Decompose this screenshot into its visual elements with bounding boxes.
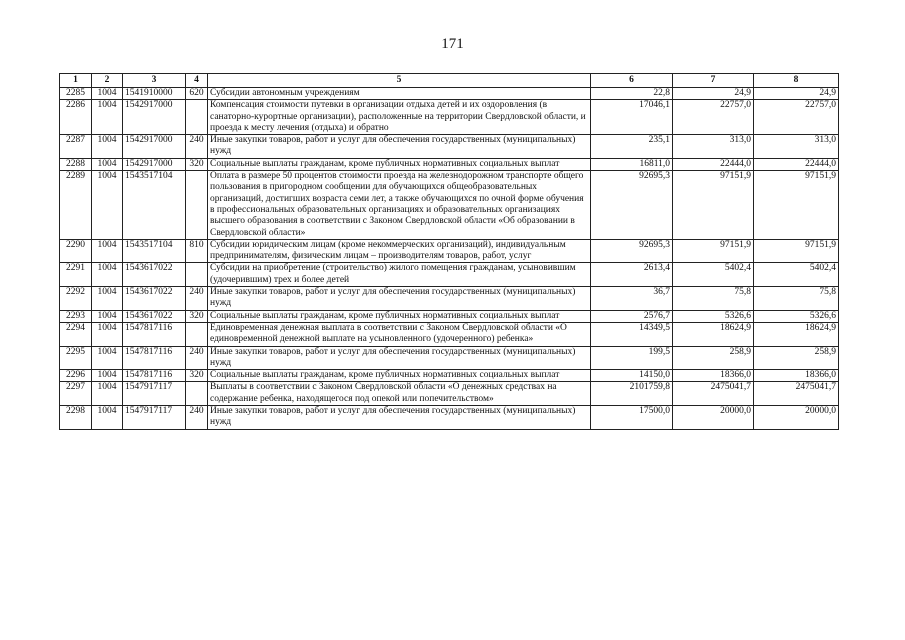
table-row xyxy=(60,88,839,100)
amount-col8-cell: 20000,0 xyxy=(754,406,839,430)
column-header: 2 xyxy=(92,74,123,88)
amount-col7-cell: 18624,9 xyxy=(673,322,754,346)
amount-col6-cell: 17500,0 xyxy=(591,406,673,430)
amount-col7-cell: 22444,0 xyxy=(673,158,754,170)
column-header: 1 xyxy=(60,74,92,88)
amount-col7-cell: 22757,0 xyxy=(673,100,754,135)
item-name-cell: Социальные выплаты гражданам, кроме публичных нормативных социальных выплат xyxy=(208,370,591,382)
target-code-cell: 1547817116 xyxy=(123,370,186,382)
section-code-cell: 1004 xyxy=(92,287,123,311)
target-code-cell: 1542917000 xyxy=(123,135,186,159)
section-code-cell: 1004 xyxy=(92,346,123,370)
target-code-cell: 1547817116 xyxy=(123,346,186,370)
section-code-cell: 1004 xyxy=(92,406,123,430)
amount-col7-cell: 2475041,7 xyxy=(673,382,754,406)
amount-col8-cell: 22757,0 xyxy=(754,100,839,135)
amount-col8-cell: 97151,9 xyxy=(754,171,839,240)
page-number: 171 xyxy=(441,36,464,52)
amount-col7-cell: 18366,0 xyxy=(673,370,754,382)
amount-col8-cell: 5402,4 xyxy=(754,263,839,287)
expense-type-cell xyxy=(186,100,208,135)
amount-col6-cell: 2101759,8 xyxy=(591,382,673,406)
amount-col6-cell: 92695,3 xyxy=(591,171,673,240)
section-code-cell: 1004 xyxy=(92,310,123,322)
table-row xyxy=(60,100,839,135)
section-code-cell: 1004 xyxy=(92,263,123,287)
section-code-cell: 1004 xyxy=(92,370,123,382)
amount-col7-cell: 24,9 xyxy=(673,88,754,100)
target-code-cell: 1547817116 xyxy=(123,322,186,346)
row-number-cell: 2290 xyxy=(60,239,92,263)
expense-type-cell: 240 xyxy=(186,406,208,430)
expense-type-cell xyxy=(186,171,208,240)
row-number-cell: 2291 xyxy=(60,263,92,287)
amount-col7-cell: 5402,4 xyxy=(673,263,754,287)
amount-col7-cell: 5326,6 xyxy=(673,310,754,322)
amount-col6-cell: 16811,0 xyxy=(591,158,673,170)
target-code-cell: 1547917117 xyxy=(123,406,186,430)
table-row xyxy=(60,406,839,430)
target-code-cell: 1543617022 xyxy=(123,287,186,311)
row-number-cell: 2293 xyxy=(60,310,92,322)
target-code-cell: 1543617022 xyxy=(123,310,186,322)
table-row xyxy=(60,158,839,170)
item-name-cell: Компенсация стоимости путевки в организации отдыха детей и их оздоровления (в санаторно-курортные организации), расположенные на территории Свердловской области, и проезда к месту лечения (отдыха) и обратно xyxy=(208,100,591,135)
section-code-cell: 1004 xyxy=(92,382,123,406)
target-code-cell: 1543517104 xyxy=(123,239,186,263)
amount-col6-cell: 235,1 xyxy=(591,135,673,159)
target-code-cell: 1541910000 xyxy=(123,88,186,100)
amount-col8-cell: 5326,6 xyxy=(754,310,839,322)
column-header: 3 xyxy=(123,74,186,88)
table-row xyxy=(60,287,839,311)
section-code-cell: 1004 xyxy=(92,158,123,170)
amount-col8-cell: 313,0 xyxy=(754,135,839,159)
expense-type-cell: 810 xyxy=(186,239,208,263)
item-name-cell: Оплата в размере 50 процентов стоимости проезда на железнодорожном транспорте общего пользования в пригородном сообщении для обучающихся общеобразовательных организаций, достигших возраста семи лет, а также обучающихся по очной форме обучения в профессиональных образовательных организациях и образовательных организациях высшего образования в соответствии с Законом Свердловской области «Об образовании в Свердловской области» xyxy=(208,171,591,240)
expense-type-cell: 240 xyxy=(186,287,208,311)
target-code-cell: 1543517104 xyxy=(123,171,186,240)
table-row xyxy=(60,135,839,159)
table-row xyxy=(60,370,839,382)
amount-col6-cell: 22,8 xyxy=(591,88,673,100)
expense-type-cell: 320 xyxy=(186,158,208,170)
column-header: 8 xyxy=(754,74,839,88)
row-number-cell: 2292 xyxy=(60,287,92,311)
amount-col8-cell: 18366,0 xyxy=(754,370,839,382)
amount-col6-cell: 2613,4 xyxy=(591,263,673,287)
section-code-cell: 1004 xyxy=(92,322,123,346)
amount-col7-cell: 97151,9 xyxy=(673,171,754,240)
row-number-cell: 2298 xyxy=(60,406,92,430)
amount-col6-cell: 17046,1 xyxy=(591,100,673,135)
row-number-cell: 2294 xyxy=(60,322,92,346)
section-code-cell: 1004 xyxy=(92,100,123,135)
column-header: 4 xyxy=(186,74,208,88)
item-name-cell: Субсидии автономным учреждениям xyxy=(208,88,591,100)
header-row xyxy=(60,74,839,88)
amount-col8-cell: 97151,9 xyxy=(754,239,839,263)
row-number-cell: 2285 xyxy=(60,88,92,100)
amount-col8-cell: 2475041,7 xyxy=(754,382,839,406)
amount-col8-cell: 75,8 xyxy=(754,287,839,311)
amount-col6-cell: 199,5 xyxy=(591,346,673,370)
item-name-cell: Иные закупки товаров, работ и услуг для обеспечения государственных (муниципальных) нужд xyxy=(208,406,591,430)
target-code-cell: 1543617022 xyxy=(123,263,186,287)
row-number-cell: 2286 xyxy=(60,100,92,135)
item-name-cell: Единовременная денежная выплата в соответствии с Законом Свердловской области «О единовременной денежной выплате на усыновленного (удочеренного) ребенка» xyxy=(208,322,591,346)
budget-table xyxy=(59,73,839,430)
table-row xyxy=(60,382,839,406)
row-number-cell: 2296 xyxy=(60,370,92,382)
table-row xyxy=(60,263,839,287)
item-name-cell: Выплаты в соответствии с Законом Свердловской области «О денежных средствах на содержание ребенка, находящегося под опекой или попечительством» xyxy=(208,382,591,406)
item-name-cell: Субсидии юридическим лицам (кроме некоммерческих организаций), индивидуальным предпринимателям, физическим лицам – производителям товаров, работ, услуг xyxy=(208,239,591,263)
item-name-cell: Социальные выплаты гражданам, кроме публичных нормативных социальных выплат xyxy=(208,310,591,322)
row-number-cell: 2288 xyxy=(60,158,92,170)
expense-type-cell xyxy=(186,263,208,287)
column-header: 7 xyxy=(673,74,754,88)
item-name-cell: Иные закупки товаров, работ и услуг для обеспечения государственных (муниципальных) нужд xyxy=(208,346,591,370)
amount-col7-cell: 75,8 xyxy=(673,287,754,311)
expense-type-cell: 620 xyxy=(186,88,208,100)
amount-col6-cell: 92695,3 xyxy=(591,239,673,263)
amount-col8-cell: 24,9 xyxy=(754,88,839,100)
row-number-cell: 2289 xyxy=(60,171,92,240)
expense-type-cell: 320 xyxy=(186,370,208,382)
target-code-cell: 1542917000 xyxy=(123,158,186,170)
item-name-cell: Субсидии на приобретение (строительство) жилого помещения гражданам, усыновившим (удочерившим) трех и более детей xyxy=(208,263,591,287)
table-row xyxy=(60,310,839,322)
amount-col6-cell: 14150,0 xyxy=(591,370,673,382)
section-code-cell: 1004 xyxy=(92,88,123,100)
expense-type-cell: 240 xyxy=(186,346,208,370)
amount-col7-cell: 313,0 xyxy=(673,135,754,159)
row-number-cell: 2295 xyxy=(60,346,92,370)
section-code-cell: 1004 xyxy=(92,239,123,263)
section-code-cell: 1004 xyxy=(92,171,123,240)
row-number-cell: 2297 xyxy=(60,382,92,406)
target-code-cell: 1547917117 xyxy=(123,382,186,406)
table-row xyxy=(60,322,839,346)
amount-col8-cell: 18624,9 xyxy=(754,322,839,346)
column-header: 5 xyxy=(208,74,591,88)
amount-col6-cell: 2576,7 xyxy=(591,310,673,322)
expense-type-cell xyxy=(186,382,208,406)
amount-col7-cell: 258,9 xyxy=(673,346,754,370)
item-name-cell: Иные закупки товаров, работ и услуг для обеспечения государственных (муниципальных) нужд xyxy=(208,135,591,159)
table-row xyxy=(60,239,839,263)
amount-col6-cell: 14349,5 xyxy=(591,322,673,346)
item-name-cell: Социальные выплаты гражданам, кроме публичных нормативных социальных выплат xyxy=(208,158,591,170)
amount-col7-cell: 20000,0 xyxy=(673,406,754,430)
amount-col6-cell: 36,7 xyxy=(591,287,673,311)
expense-type-cell: 240 xyxy=(186,135,208,159)
section-code-cell: 1004 xyxy=(92,135,123,159)
amount-col8-cell: 22444,0 xyxy=(754,158,839,170)
expense-type-cell: 320 xyxy=(186,310,208,322)
expense-type-cell xyxy=(186,322,208,346)
target-code-cell: 1542917000 xyxy=(123,100,186,135)
column-header: 6 xyxy=(591,74,673,88)
amount-col8-cell: 258,9 xyxy=(754,346,839,370)
table-row xyxy=(60,171,839,240)
row-number-cell: 2287 xyxy=(60,135,92,159)
item-name-cell: Иные закупки товаров, работ и услуг для обеспечения государственных (муниципальных) нужд xyxy=(208,287,591,311)
amount-col7-cell: 97151,9 xyxy=(673,239,754,263)
table-row xyxy=(60,346,839,370)
